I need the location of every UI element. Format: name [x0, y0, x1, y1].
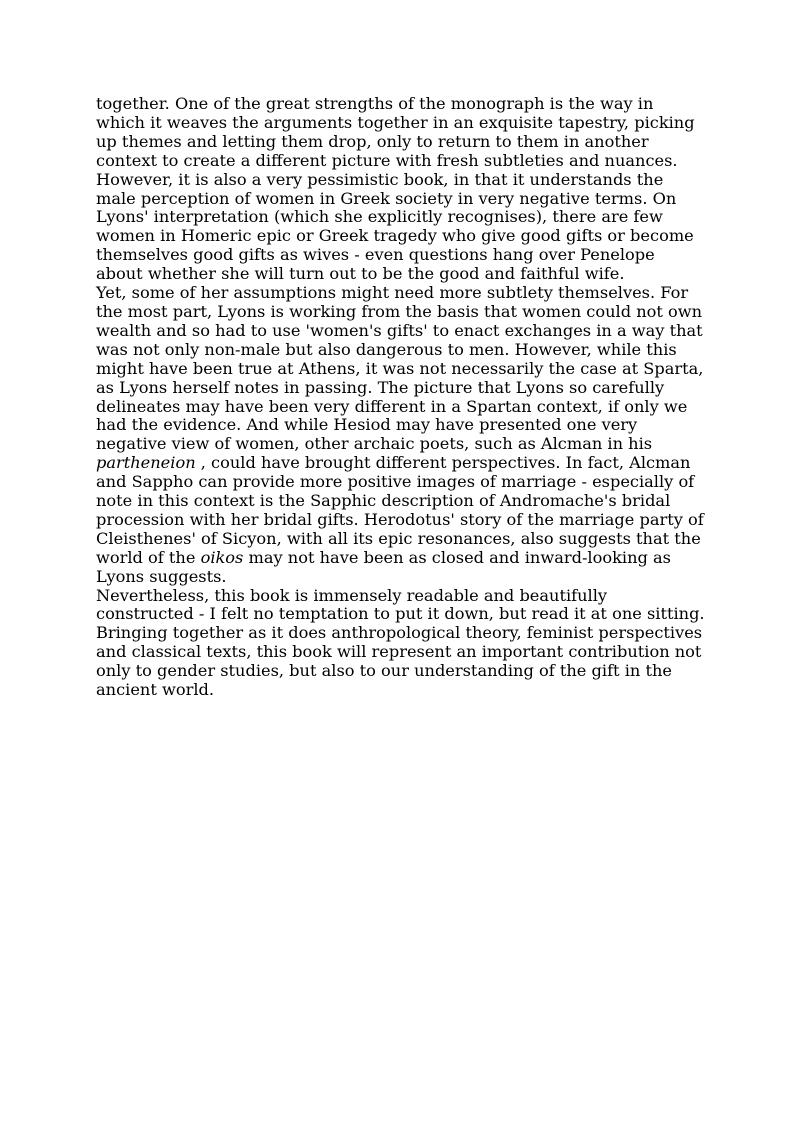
- text-line: and Sappho can provide more positive images of marriage - especially of: [96, 472, 695, 492]
- paragraph-3: [96, 587, 716, 700]
- italic-term-oikos: oikos: [200, 547, 244, 567]
- text-line: wealth and so had to use 'women's gifts' to enact exchanges in a way that: [96, 320, 703, 340]
- text-line: Cleisthenes' of Sicyon, with all its epic resonances, also suggests that the: [96, 528, 701, 548]
- text-line: might have been true at Athens, it was not necessarily the case at Sparta,: [96, 358, 704, 378]
- text-line: constructed - I felt no temptation to put it down, but read it at one sitting.: [96, 604, 705, 624]
- text-line: the most part, Lyons is working from the basis that women could not own: [96, 301, 703, 321]
- paragraph-2: [96, 284, 716, 587]
- document-page: [96, 95, 716, 700]
- text-line: only to gender studies, but also to our understanding of the gift in the: [96, 661, 672, 681]
- text-line: Lyons suggests.: [96, 566, 227, 586]
- text-line: themselves good gifts as wives - even questions hang over Penelope: [96, 245, 655, 265]
- text-line: up themes and letting them drop, only to return to them in another: [96, 131, 649, 151]
- paragraph-1: [96, 95, 716, 284]
- text-line: which it weaves the arguments together in an exquisite tapestry, picking: [96, 112, 695, 132]
- italic-title-partheneion: partheneion: [96, 453, 196, 473]
- text-line: was not only non-male but also dangerous to men. However, while this: [96, 339, 677, 359]
- text-line: However, it is also a very pessimistic book, in that it understands the: [96, 169, 664, 189]
- text-line: Lyons' interpretation (which she explicitly recognises), there are few: [96, 207, 663, 227]
- text-line: together. One of the great strengths of the monograph is the way in: [96, 94, 654, 113]
- text-line: women in Homeric epic or Greek tragedy who give good gifts or become: [96, 226, 694, 246]
- text-line: Bringing together as it does anthropological theory, feminist perspectives: [96, 623, 703, 643]
- text-line: negative view of women, other archaic poets, such as Alcman in his: [96, 434, 653, 454]
- text-line: about whether she will turn out to be the good and faithful wife.: [96, 264, 625, 284]
- text-line: procession with her bridal gifts. Herodotus' story of the marriage party of: [96, 509, 704, 529]
- text-line: delineates may have been very different in a Spartan context, if only we: [96, 396, 688, 416]
- text-line: Nevertheless, this book is immensely readable and beautifully: [96, 585, 608, 605]
- text-line: [96, 454, 716, 473]
- text-line: as Lyons herself notes in passing. The picture that Lyons so carefully: [96, 377, 665, 397]
- text-line: had the evidence. And while Hesiod may have presented one very: [96, 415, 638, 435]
- text-line: note in this context is the Sapphic description of Andromache's bridal: [96, 491, 671, 511]
- text-line: [96, 549, 716, 568]
- text-segment: may not have been as closed and inward-looking as: [243, 547, 671, 567]
- text-line: Yet, some of her assumptions might need more subtlety themselves. For: [96, 283, 689, 303]
- text-line: ancient world.: [96, 680, 214, 700]
- text-line: male perception of women in Greek society in very negative terms. On: [96, 188, 677, 208]
- text-segment: , could have brought different perspectives. In fact, Alcman: [195, 453, 691, 473]
- text-line: context to create a different picture with fresh subtleties and nuances.: [96, 150, 678, 170]
- text-line: and classical texts, this book will represent an important contribution not: [96, 642, 702, 662]
- text-segment: world of the: [96, 547, 201, 567]
